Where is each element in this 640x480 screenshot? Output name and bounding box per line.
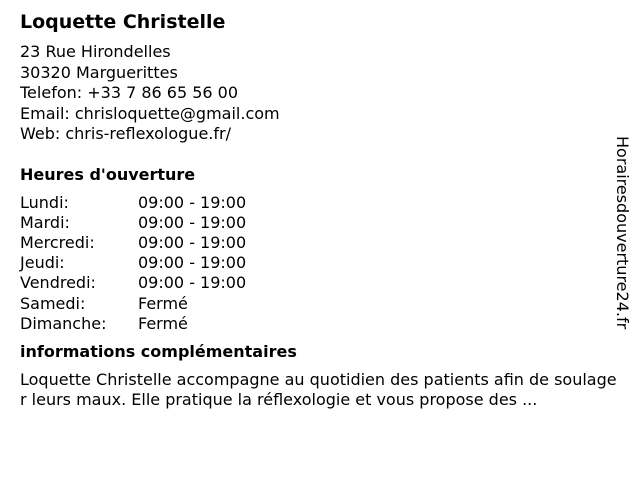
hours-time: Fermé: [138, 293, 188, 313]
address-city: 30320 Marguerittes: [20, 62, 178, 82]
email-address: Email: chrisloquette@gmail.com: [20, 103, 280, 123]
address-street: 23 Rue Hirondelles: [20, 42, 171, 61]
hours-row-sunday: [20, 314, 610, 334]
hours-time: Fermé: [138, 313, 188, 333]
site-watermark: Horairesdouverture24.fr: [613, 136, 632, 330]
hours-time: 09:00 - 19:00: [138, 273, 247, 293]
hours-day: Mardi:: [20, 212, 70, 232]
business-card: [20, 10, 617, 411]
business-description: Loquette Christelle accompagne au quotidien des patients afin de soulager leurs maux. Elle pratique la réflexologie et vous propose des ...: [20, 369, 617, 410]
additional-info-heading: informations complémentaires: [20, 341, 297, 361]
hours-day: Samedi:: [20, 293, 86, 313]
hours-row-monday: [20, 193, 610, 213]
hours-row-tuesday: [20, 213, 610, 233]
hours-row-thursday: [20, 253, 610, 273]
hours-time: 09:00 - 19:00: [138, 212, 247, 232]
hours-day: Dimanche:: [20, 313, 107, 333]
opening-hours-heading: Heures d'ouverture: [20, 164, 196, 184]
website-link: Web: chris-reflexologue.fr/: [20, 124, 231, 143]
opening-hours-table: [20, 193, 610, 334]
hours-row-saturday: [20, 294, 610, 314]
address-block: [20, 42, 610, 145]
hours-day: Jeudi:: [20, 253, 65, 273]
hours-row-wednesday: [20, 233, 610, 253]
hours-time: 09:00 - 19:00: [138, 232, 247, 252]
hours-time: 09:00 - 19:00: [138, 253, 247, 273]
business-name: Loquette Christelle: [20, 11, 226, 33]
hours-time: 09:00 - 19:00: [138, 192, 247, 212]
phone-number: Telefon: +33 7 86 65 56 00: [20, 83, 239, 102]
hours-row-friday: [20, 273, 610, 293]
hours-day: Mercredi:: [20, 232, 95, 252]
hours-day: Lundi:: [20, 192, 69, 212]
hours-day: Vendredi:: [20, 273, 96, 293]
